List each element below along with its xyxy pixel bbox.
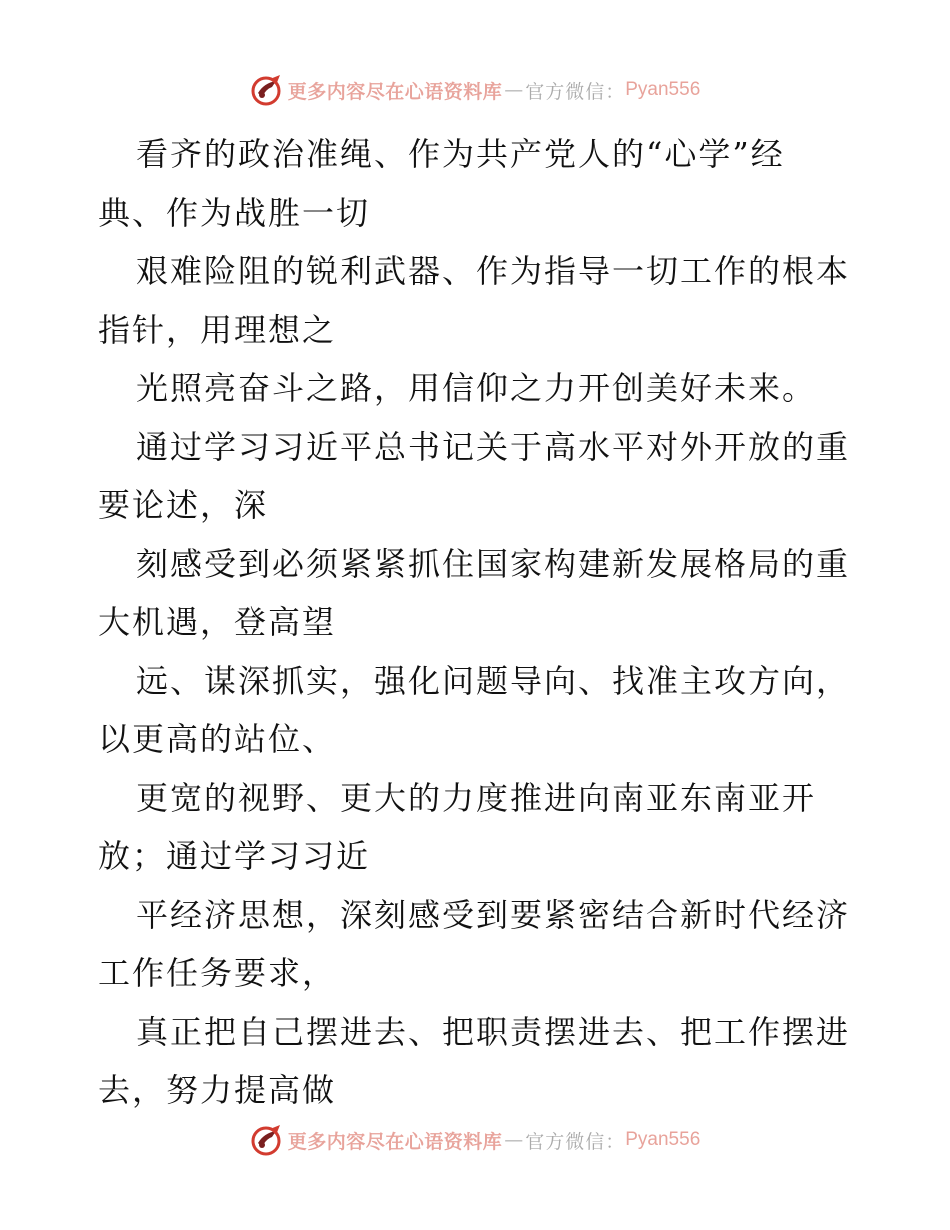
text-line: 远、谋深抓实，强化问题导向、找准主攻方向， (136, 661, 851, 700)
text-line: 光照亮奋斗之路，用信仰之力开创美好未来。 (136, 369, 817, 407)
document-body (98, 125, 858, 1120)
text-line: 放；通过学习习近 (98, 837, 371, 875)
text-line: 真正把自己摆进去、把职责摆进去、把工作摆进 (136, 1012, 851, 1051)
text-line: 大机遇，登高望 (98, 603, 337, 641)
footer-wechat-handle: Pyan556 (625, 1129, 701, 1150)
text-line: 看齐的政治准绳、作为共产党人的“心学”经 (136, 135, 785, 173)
footer-separator: — (504, 1129, 524, 1151)
brand-logo-icon (250, 1123, 284, 1157)
text-line: 典、作为战胜一切 (98, 193, 371, 232)
text-line: 工作任务要求， (98, 954, 337, 992)
header-title: 更多内容尽在心语资料库 (287, 80, 503, 103)
footer-banner (0, 1122, 950, 1158)
brand-logo-icon (250, 73, 284, 107)
text-line: 要论述，深 (98, 486, 269, 524)
header-wechat-handle: Pyan556 (625, 79, 701, 100)
footer-title: 更多内容尽在心语资料库 (287, 1130, 503, 1153)
text-line: 以更高的站位、 (98, 720, 337, 758)
text-line: 艰难险阻的锐利武器、作为指导一切工作的根本 (136, 252, 851, 290)
text-line: 通过学习习近平总书记关于高水平对外开放的重 (136, 427, 851, 466)
text-line: 平经济思想，深刻感受到要紧密结合新时代经济 (136, 895, 851, 934)
footer-official-label: 官方微信： (525, 1130, 626, 1153)
header-official-label: 官方微信： (525, 80, 626, 103)
text-line: 指针，用理想之 (98, 310, 337, 349)
text-line: 去，努力提高做 (98, 1071, 337, 1109)
text-line: 刻感受到必须紧紧抓住国家构建新发展格局的重 (136, 544, 851, 583)
header-banner (0, 72, 950, 108)
header-separator: — (504, 79, 524, 101)
text-line: 更宽的视野、更大的力度推进向南亚东南亚开 (136, 778, 817, 817)
